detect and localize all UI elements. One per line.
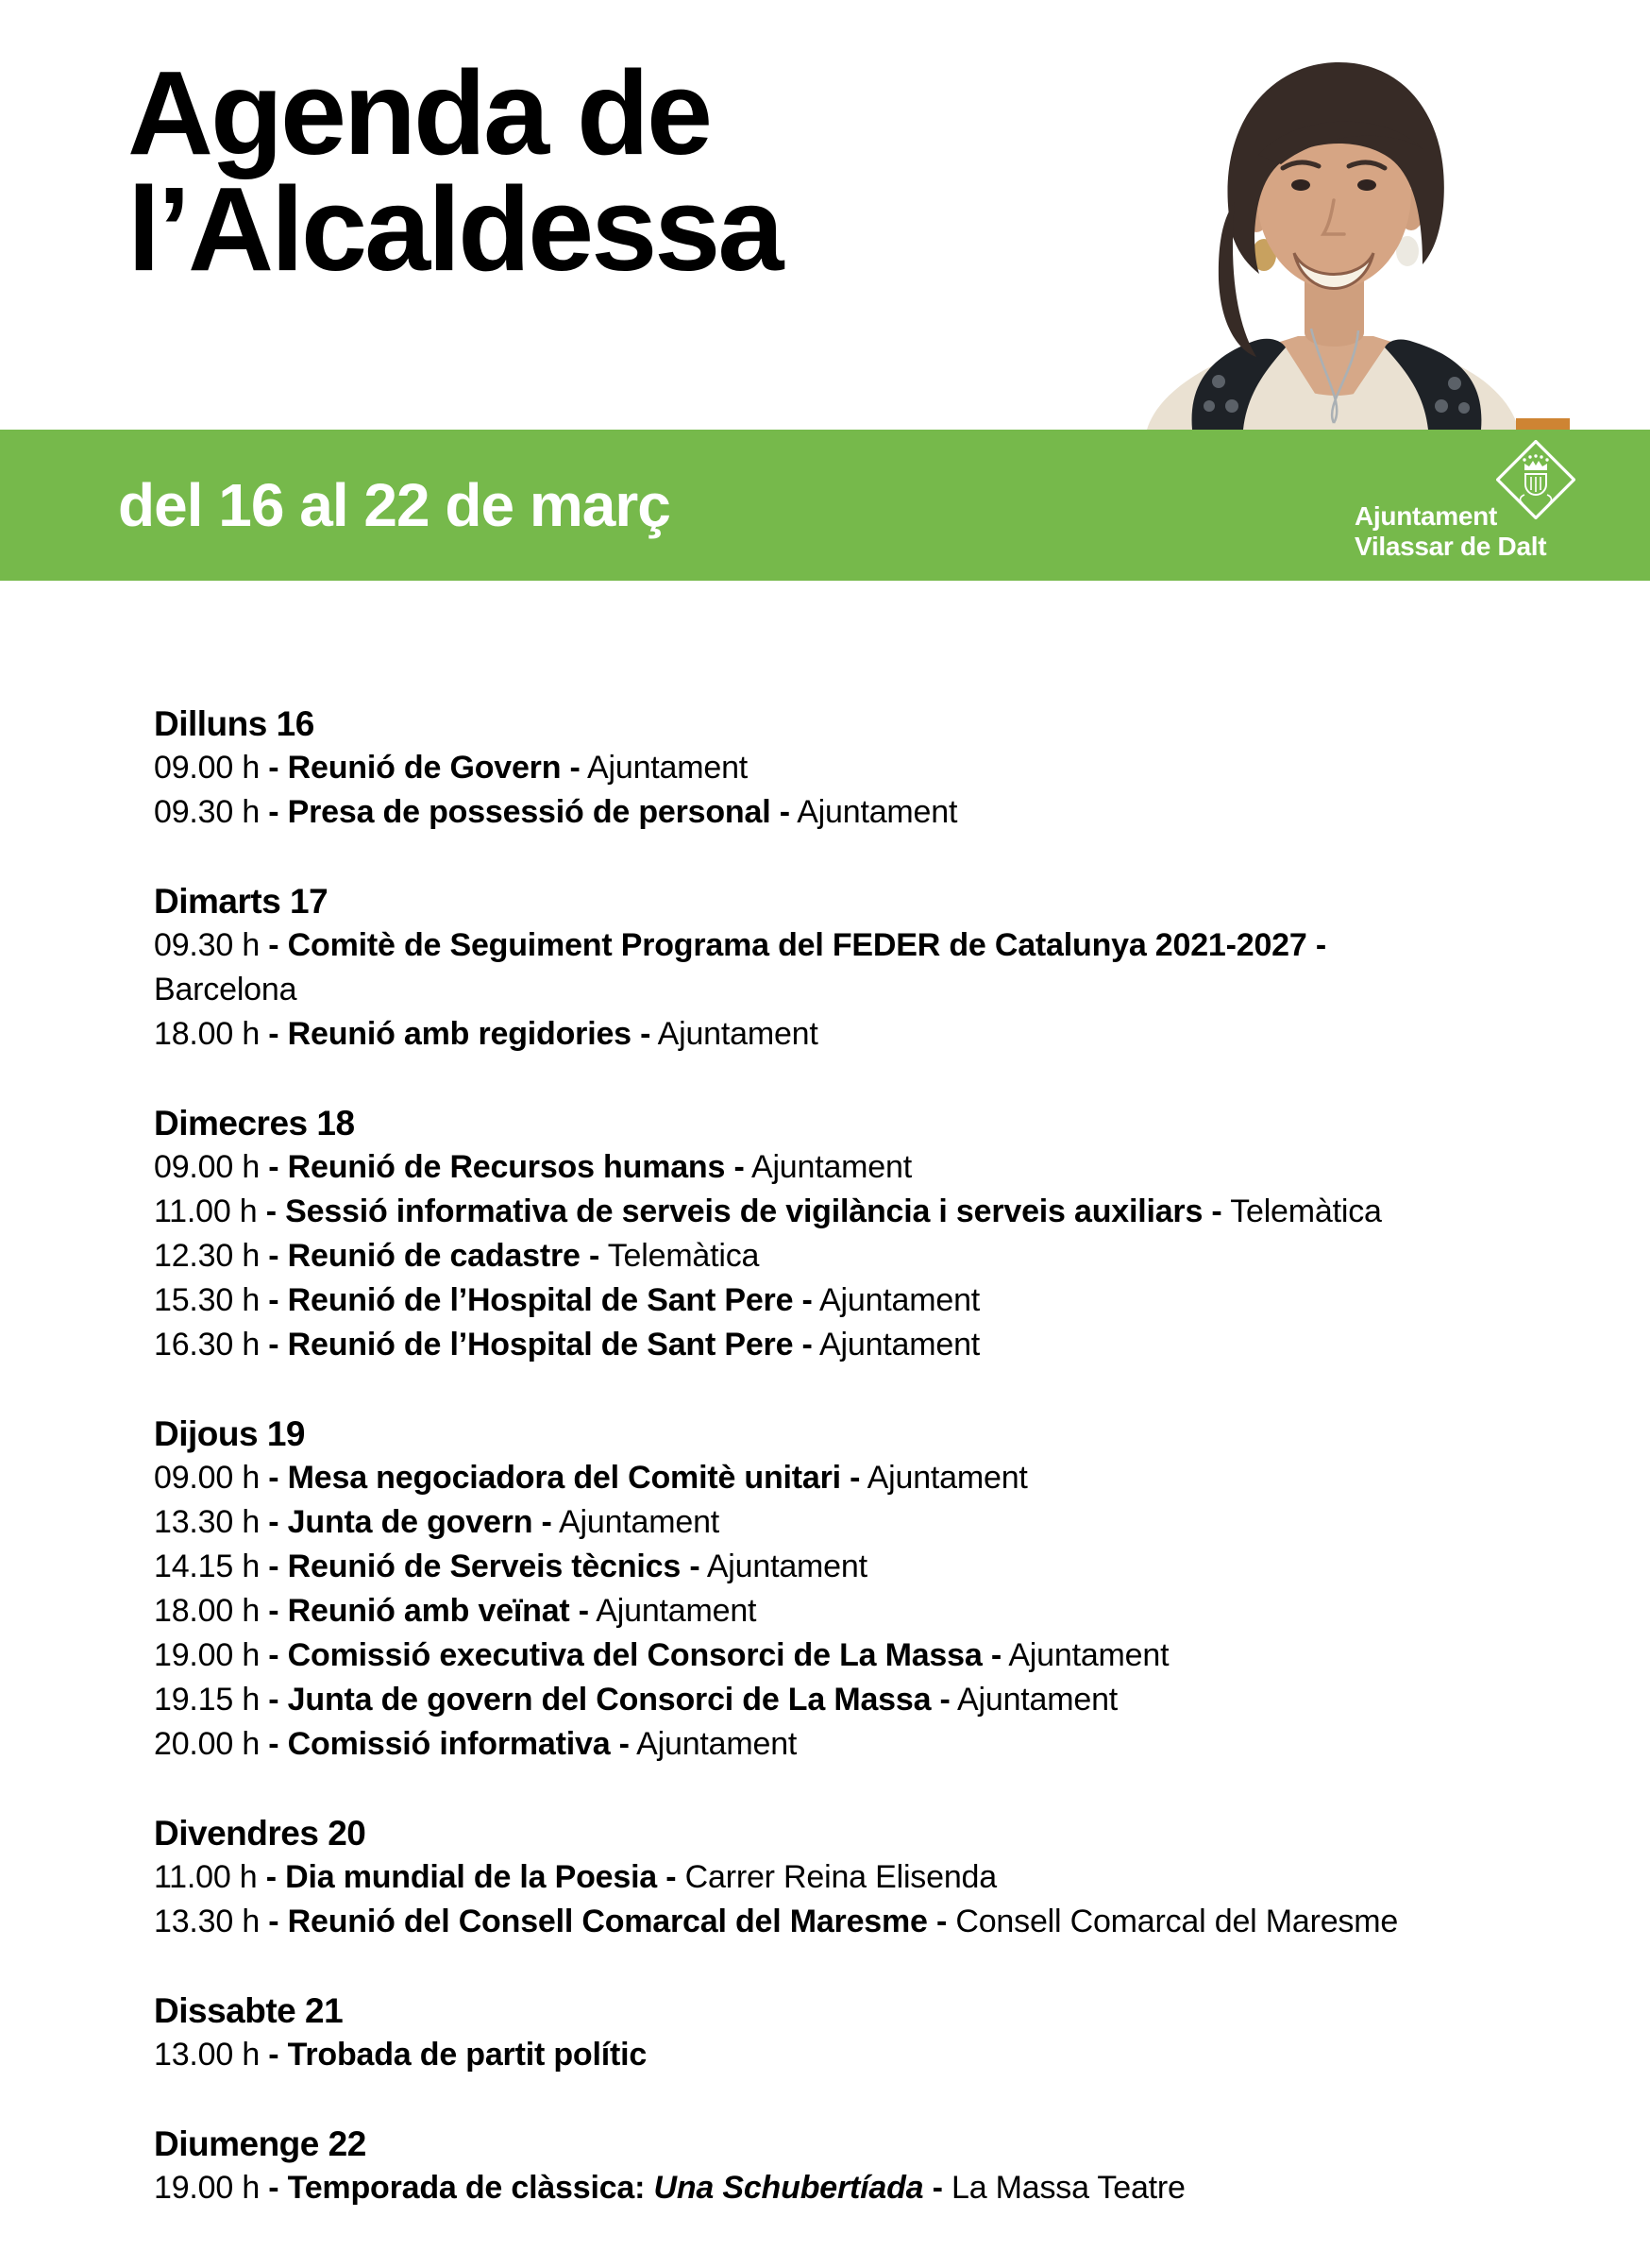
event-line: [154, 1500, 1626, 1545]
event-location: La Massa Teatre: [942, 2170, 1186, 2206]
event-line: [154, 1589, 1626, 1633]
mayor-photo: [1081, 15, 1572, 430]
event-location: Ajuntament: [744, 1149, 912, 1185]
event-title: - Junta de govern del Consorci de La Massa -: [268, 1682, 951, 1718]
event-line: [154, 1145, 1626, 1190]
event-line: [154, 1545, 1626, 1589]
event-line: [154, 1278, 1626, 1323]
event-title: - Reunió de l’Hospital de Sant Pere -: [268, 1327, 813, 1362]
event-location: Barcelona: [154, 972, 297, 1007]
day-name: Dijous 19: [154, 1414, 305, 1453]
event-time: 13.30 h: [154, 1504, 269, 1540]
event-location: Ajuntament: [812, 1327, 981, 1362]
day-section: [154, 1101, 1626, 1367]
event-time: 20.00 h: [154, 1726, 269, 1762]
event-time: 13.30 h: [154, 1904, 269, 1939]
event-time: 09.00 h: [154, 1149, 269, 1185]
page-title-line2: l’Alcaldessa: [127, 162, 782, 296]
event-time: 09.30 h: [154, 794, 269, 830]
event-line: [154, 1456, 1626, 1500]
day-name: Dilluns 16: [154, 704, 314, 743]
event-time: 11.00 h: [154, 1193, 266, 1229]
event-time: 16.30 h: [154, 1327, 269, 1362]
event-location: Ajuntament: [580, 750, 749, 786]
day-name: Divendres 20: [154, 1814, 366, 1853]
date-range-label: del 16 al 22 de març: [118, 471, 670, 539]
event-title: - Presa de possessió de personal -: [268, 794, 790, 830]
event-time: 09.00 h: [154, 1460, 269, 1496]
event-title: - Sessió informativa de serveis de vigilància i serveis auxiliars -: [265, 1193, 1222, 1229]
event-line: [154, 1190, 1626, 1234]
photo-background-object: [1516, 418, 1570, 430]
event-location: Ajuntament: [860, 1460, 1028, 1496]
council-logo-line1: Ajuntament: [1355, 501, 1498, 531]
event-line: [154, 790, 1626, 835]
event-title: - Comitè de Seguiment Programa del FEDER de Catalunya 2021-2027 -: [268, 927, 1326, 963]
event-line: [154, 1012, 1626, 1057]
event-title: - Comissió informativa -: [268, 1726, 630, 1762]
event-title: - Reunió de cadastre -: [268, 1238, 600, 1274]
date-banner: [0, 430, 1650, 581]
event-line: [154, 746, 1626, 790]
day-name: Diumenge 22: [154, 2124, 366, 2163]
mayor-portrait-illustration: [1081, 15, 1572, 430]
event-title: - Reunió amb regidories -: [268, 1016, 651, 1052]
event-line: [154, 1722, 1626, 1767]
event-location: Ajuntament: [1001, 1637, 1170, 1673]
page-title: [127, 46, 782, 296]
event-time: 18.00 h: [154, 1593, 269, 1629]
event-time: 18.00 h: [154, 1016, 269, 1052]
event-line: [154, 1678, 1626, 1722]
event-line: [154, 1323, 1626, 1367]
event-location: Consell Comarcal del Maresme: [947, 1904, 1399, 1939]
event-time: 11.00 h: [154, 1859, 266, 1895]
event-location: Ajuntament: [789, 794, 958, 830]
event-location: Ajuntament: [588, 1593, 757, 1629]
event-time: 09.00 h: [154, 750, 269, 786]
day-name: Dimarts 17: [154, 882, 328, 921]
event-title: - Reunió amb veïnat -: [268, 1593, 589, 1629]
event-line: [154, 1900, 1626, 1944]
event-location: Telemàtica: [1221, 1193, 1382, 1229]
event-title: - Trobada de partit polític: [268, 2037, 648, 2073]
event-line: [154, 1855, 1626, 1900]
event-title: - Reunió del Consell Comarcal del Maresme -: [268, 1904, 948, 1939]
event-time: 12.30 h: [154, 1238, 269, 1274]
agenda-list: [154, 702, 1626, 2255]
event-title: - Temporada de clàssica: Una Schubertíada -: [268, 2170, 943, 2206]
event-title: - Reunió de Serveis tècnics -: [268, 1549, 700, 1584]
event-title: - Dia mundial de la Poesia -: [265, 1859, 677, 1895]
event-time: 13.00 h: [154, 2037, 269, 2073]
event-time: 15.30 h: [154, 1282, 269, 1318]
event-location: Carrer Reina Elisenda: [676, 1859, 997, 1895]
event-time: 19.00 h: [154, 2170, 269, 2206]
event-location: Ajuntament: [629, 1726, 798, 1762]
day-name: Dimecres 18: [154, 1104, 355, 1142]
day-section: [154, 879, 1626, 1057]
event-line: [154, 1633, 1626, 1678]
day-section: [154, 1811, 1626, 1944]
council-logo-line2: Vilassar de Dalt: [1355, 532, 1547, 561]
day-name: Dissabte 21: [154, 1991, 344, 2030]
event-location: Ajuntament: [699, 1549, 867, 1584]
event-title: - Reunió de l’Hospital de Sant Pere -: [268, 1282, 813, 1318]
event-location: Ajuntament: [650, 1016, 818, 1052]
event-time: 14.15 h: [154, 1549, 269, 1584]
event-time: 19.00 h: [154, 1637, 269, 1673]
event-title: - Mesa negociadora del Comitè unitari -: [268, 1460, 861, 1496]
page-title-line1: Agenda de: [127, 46, 711, 179]
event-location: Telemàtica: [599, 1238, 760, 1274]
event-title: - Reunió de Recursos humans -: [268, 1149, 745, 1185]
council-logo-name: [1355, 501, 1546, 562]
day-section: [154, 1412, 1626, 1767]
event-location: Ajuntament: [812, 1282, 981, 1318]
day-section: [154, 2122, 1626, 2210]
event-line: [154, 2033, 1626, 2077]
event-location: Ajuntament: [551, 1504, 720, 1540]
event-location: Ajuntament: [950, 1682, 1119, 1718]
event-time: 19.15 h: [154, 1682, 269, 1718]
event-time: 09.30 h: [154, 927, 269, 963]
event-line: [154, 2166, 1626, 2210]
day-section: [154, 702, 1626, 835]
event-line: [154, 1234, 1626, 1278]
day-section: [154, 1989, 1626, 2077]
event-title: - Junta de govern -: [268, 1504, 552, 1540]
event-title: - Comissió executiva del Consorci de La Massa -: [268, 1637, 1002, 1673]
event-title: - Reunió de Govern -: [268, 750, 581, 786]
event-title-italic: Una Schubertíada: [645, 2170, 924, 2206]
event-line: [154, 923, 1626, 1012]
